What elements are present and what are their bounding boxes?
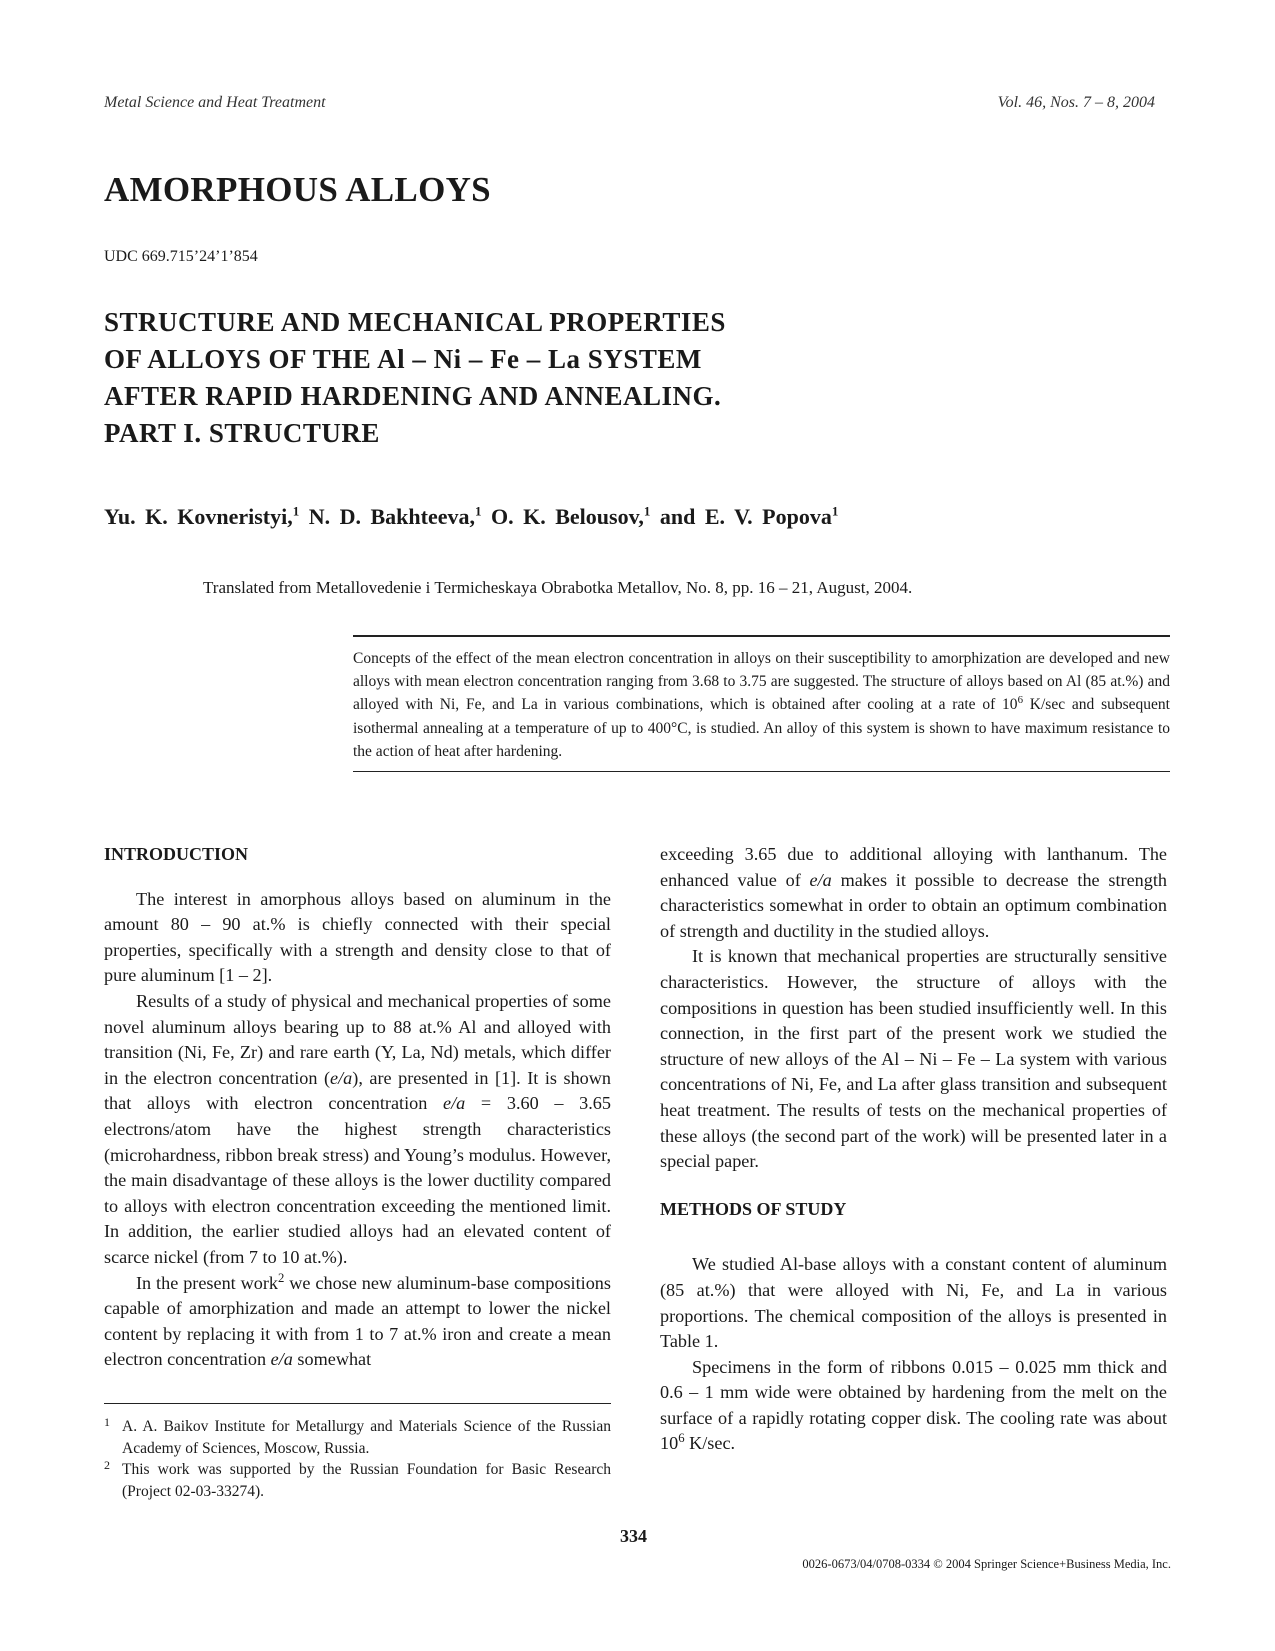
ea-symbol: e/a: [330, 1067, 353, 1088]
author-affiliation-mark: 1: [831, 503, 839, 519]
footnote-number: 1: [104, 1415, 110, 1429]
author-name: Yu. K. Kovneristyi,: [104, 504, 293, 529]
introduction-paragraph: The interest in amorphous alloys based on aluminum in the amount 80 – 90 at.% is chiefly connected with their special properties, specifically with a strength and density close to that of pure aluminum [1 – 2].: [104, 888, 611, 986]
footnote-text: This work was supported by the Russian Foundation for Basic Research (Project 02-03-33274).: [122, 1461, 611, 1500]
abstract-text: Concepts of the effect of the mean electron concentration in alloys on their susceptibility to amorphization are developed and new alloys with mean electron concentration ranging from 3.68 to 3.75 are suggested. The structure of alloys based on Al (85 at.%) and alloyed with Ni, Fe, and La in various combinations, which is obtained after cooling at a rate of 10: [353, 650, 1170, 714]
section-title: AMORPHOUS ALLOYS: [104, 170, 491, 209]
article-title: [104, 304, 804, 452]
author-name: N. D. Bakhteeva,: [308, 504, 475, 529]
page-number: 334: [620, 1526, 647, 1546]
ea-symbol: e/a: [270, 1349, 293, 1370]
exponent: 6: [678, 1431, 685, 1446]
title-line: PART I. STRUCTURE: [104, 418, 380, 448]
methods-paragraph: We studied Al-base alloys with a constant content of aluminum (85 at.%) that were alloyed with Ni, Fe, and La in various proportions. The chemical composition of the alloys is presented in Table 1.: [660, 1254, 1167, 1352]
footnote-ref: 2: [278, 1270, 285, 1285]
footnote: [104, 1416, 611, 1459]
methods-heading: METHODS OF STUDY: [660, 1198, 847, 1219]
introduction-paragraph: It is known that mechanical properties are structurally sensitive characteristics. However, the structure of alloys with the compositions in question has been studied insufficiently well. In this connection, in the first part of the present work we studied the structure of new alloys of the Al – Ni – Fe – La system with various concentrations of Ni, Fe, and La after glass transition and subsequent heat treatment. The results of tests on the mechanical properties of these alloys (the second part of the work) will be presented later in a special paper.: [660, 946, 1167, 1172]
copyright-line: 0026-0673/04/0708-0334 © 2004 Springer Science+Business Media, Inc.: [802, 1557, 1171, 1571]
author-affiliation-mark: 1: [292, 503, 300, 519]
abstract: [353, 635, 1170, 772]
right-column: [660, 842, 1167, 1457]
journal-name: Metal Science and Heat Treatment: [104, 94, 326, 111]
footnotes: [104, 1403, 611, 1502]
introduction-paragraph: exceeding 3.65 due to additional alloying with lanthanum. The enhanced value of e/a makes it possible to decrease the strength characteristics somewhat in order to obtain an optimum combination of strength and ductility in the studied alloys.: [660, 844, 1167, 941]
udc-code: UDC 669.715’24’1’854: [104, 248, 258, 265]
footnote: [104, 1459, 611, 1502]
introduction-paragraph: In the present work$^2$ we chose new aluminum-base compositions capable of amorphization and made an attempt to lower the nickel content by replacing it with from 1 to 7 at.% iron and create a mean electron concentration e/a somewhat: [104, 1270, 611, 1370]
author-affiliation-mark: 1: [475, 503, 482, 519]
footnote-number: 2: [104, 1458, 110, 1472]
ea-symbol: e/a: [809, 869, 832, 890]
translation-note: Translated from Metallovedenie i Termicheskaya Obrabotka Metallov, No. 8, pp. 16 – 21, August, 2004.: [203, 578, 913, 597]
volume-info: Vol. 46, Nos. 7 – 8, 2004: [997, 94, 1155, 111]
left-column: [104, 842, 611, 1373]
abstract-exponent: 6: [1017, 694, 1023, 707]
title-line: OF ALLOYS OF THE Al – Ni – Fe – La SYSTEM: [104, 344, 702, 374]
abstract-text: K/sec and subsequent isothermal annealing at a temperature of up to 400°C, is studied. An alloy of this system is shown to have maximum resistance to the action of heat after hardening.: [353, 696, 1170, 760]
ea-symbol: e/a: [443, 1093, 466, 1114]
introduction-heading: INTRODUCTION: [104, 844, 249, 864]
authors: [104, 504, 838, 530]
methods-paragraph: Specimens in the form of ribbons 0.015 – 0.025 mm thick and 0.6 – 1 mm wide were obtained by hardening from the melt on the surface of a rapidly rotating copper disk. The cooling rate was about $10^6$ K/sec.: [660, 1356, 1167, 1454]
title-line: STRUCTURE AND MECHANICAL PROPERTIES: [104, 307, 726, 337]
introduction-paragraph: Results of a study of physical and mechanical properties of some novel aluminum alloys bearing up to 88 at.% Al and alloyed with transition (Ni, Fe, Zr) and rare earth (Y, La, Nd) metals, which differ in the electron concentration (e/a), are presented in [1]. It is shown that alloys with electron concentration e/a = 3.60 – 3.65 electrons/atom have the highest strength characteristics (microhardness, ribbon break stress) and Young’s modulus. However, the main disadvantage of these alloys is the lower ductility compared to alloys with electron concentration exceeding the mentioned limit. In addition, the earlier studied alloys had an elevated content of scarce nickel (from 7 to 10 at.%).: [104, 990, 611, 1267]
author-affiliation-mark: 1: [643, 503, 651, 519]
author-name: and E. V. Popova: [659, 504, 832, 529]
author-name: O. K. Belousov,: [491, 504, 644, 529]
title-line: AFTER RAPID HARDENING AND ANNEALING.: [104, 381, 722, 411]
footnote-text: A. A. Baikov Institute for Metallurgy and Materials Science of the Russian Academy of Sciences, Moscow, Russia.: [122, 1418, 611, 1457]
